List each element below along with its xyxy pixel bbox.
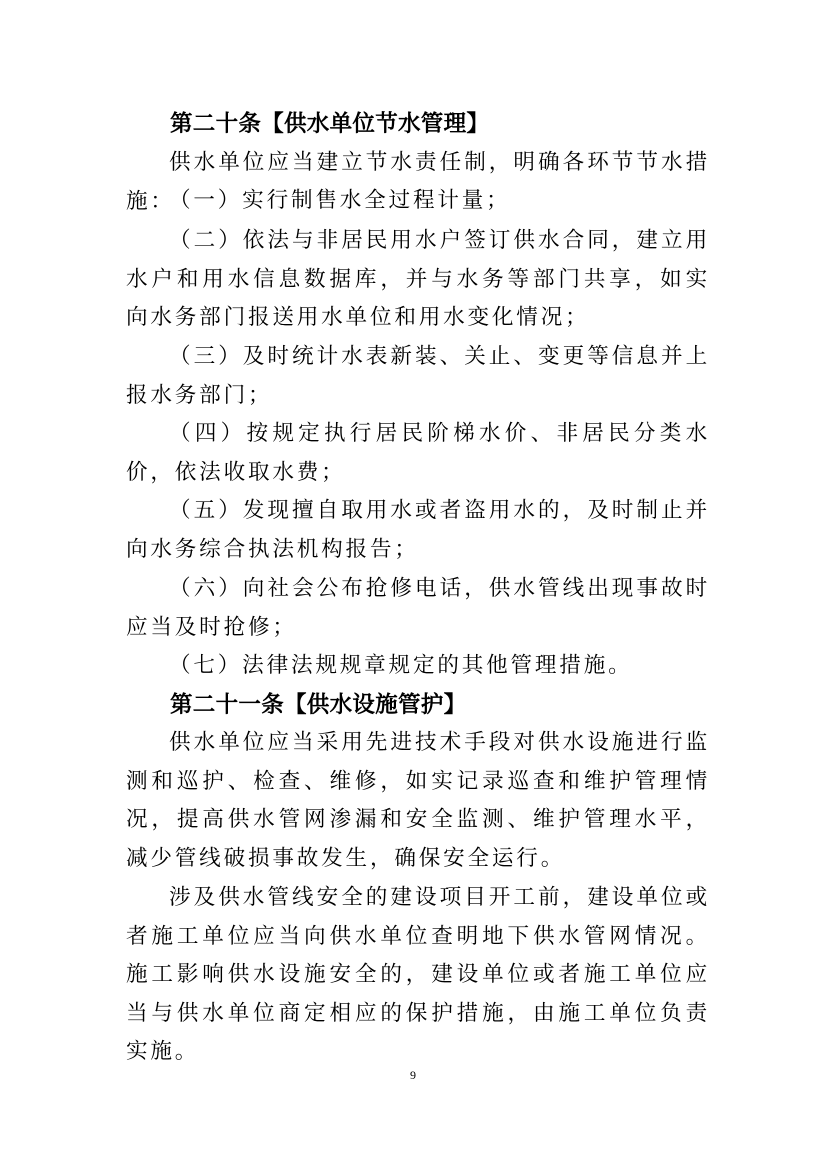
article-20-heading: 第二十条【供水单位节水管理】 xyxy=(170,111,490,137)
article-20-item-3: （三）及时统计水表新装、关止、变更等信息并上报水务部门； xyxy=(126,344,710,408)
page-number: 9 xyxy=(410,1068,416,1082)
article-21-heading: 第二十一条【供水设施管护】 xyxy=(170,692,467,718)
article-21-paragraph-2: 涉及供水管线安全的建设项目开工前，建设单位或者施工单位应当向供水单位查明地下供水管网情况。施工影响供水设施安全的，建设单位或者施工单位应当与供水单位商定相应的保护措施，由施工单位负责实施。 xyxy=(126,885,710,1064)
article-20-item-6: （六）向社会公布抢修电话，供水管线出现事故时应当及时抢修； xyxy=(126,576,710,640)
article-20-intro: 供水单位应当建立节水责任制，明确各环节节水措施： xyxy=(126,150,710,214)
article-20-item-7: （七）法律法规规章规定的其他管理措施。 xyxy=(169,653,633,678)
article-20-item-1: （一）实行制售水全过程计量； xyxy=(169,188,511,213)
article-20-item-2: （二）依法与非居民用水户签订供水合同，建立用水户和用水信息数据库，并与水务等部门共享，如实向水务部门报送用水单位和用水变化情况； xyxy=(126,228,710,330)
article-20-item-4: （四）按规定执行居民阶梯水价、非居民分类水价，依法收取水费； xyxy=(126,421,710,485)
article-20-item-5: （五）发现擅自取用水或者盗用水的，及时制止并向水务综合执法机构报告； xyxy=(126,498,710,562)
article-21-paragraph-1: 供水单位应当采用先进技术手段对供水设施进行监测和巡护、检查、维修，如实记录巡查和维护管理情况，提高供水管网渗漏和安全监测、维护管理水平，减少管线破损事故发生，确保安全运行。 xyxy=(126,730,710,871)
